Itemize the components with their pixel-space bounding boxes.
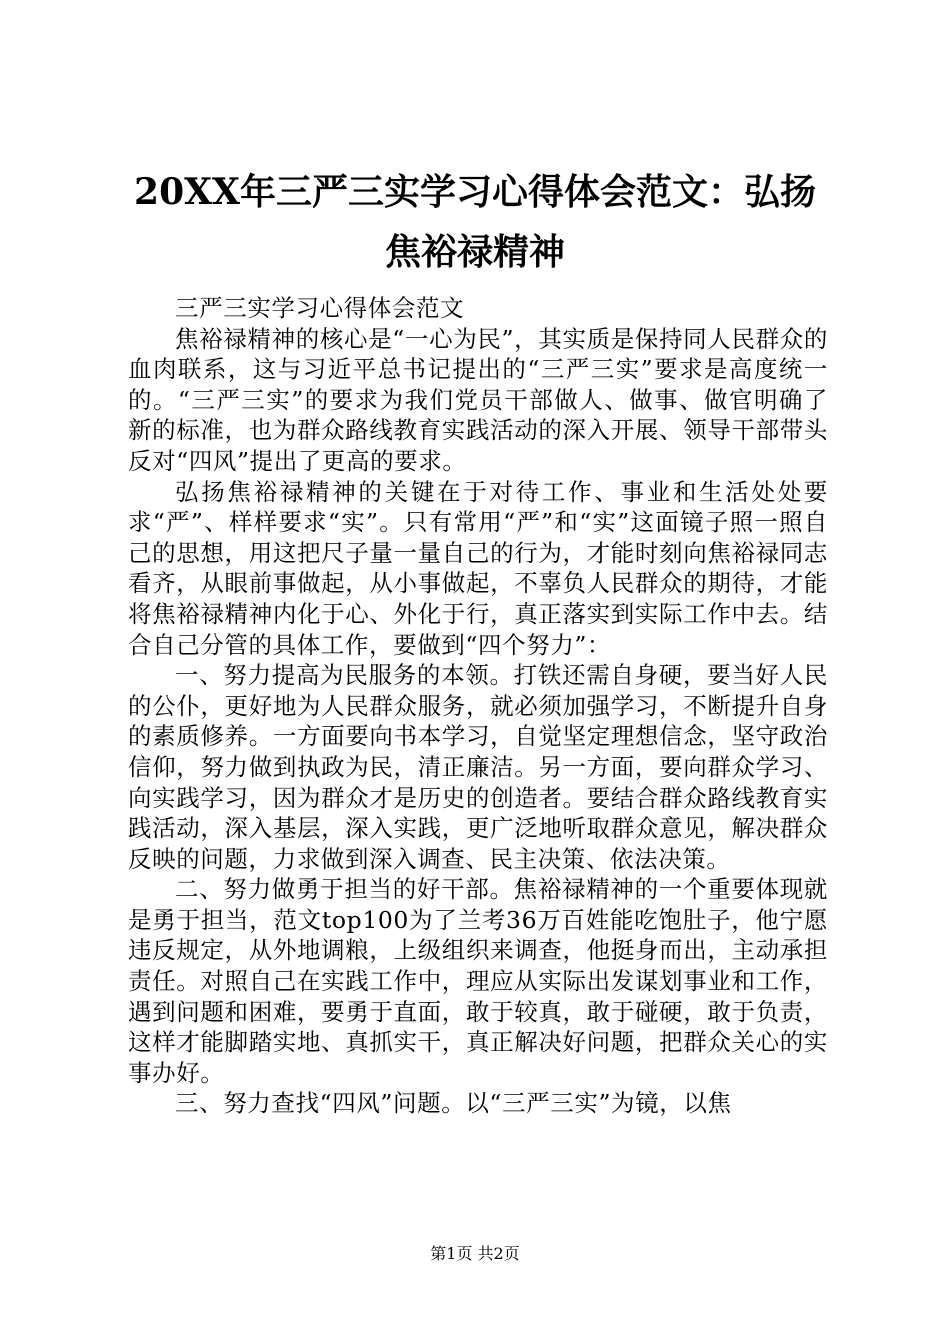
page-footer: 第1页 共2页 bbox=[430, 1244, 520, 1263]
body-paragraph: 一、努力提高为民服务的本领。打铁还需自身硬，要当好人民的公仆，更好地为人民群众服务，就必须加强学习，不断提升自身的素质修养。一方面要向书本学习，自觉坚定理想信念，坚守政治信仰，努力做到执政为民，清正廉洁。另一方面，要向群众学习、向实践学习，因为群众才是历史的创造者。要结合群众路线教育实践活动，深入基层，深入实践，更广泛地听取群众意见，解决群众反映的问题，力求做到深入调查、民主决策、依法决策。 bbox=[128, 661, 828, 873]
document-title: 20XX年三严三实学习心得体会范文：弘扬焦裕禄精神 bbox=[134, 171, 816, 273]
body-paragraph: 弘扬焦裕禄精神的关键在于对待工作、事业和生活处处要求“严”、样样要求“实”。只有常用“严”和“实”这面镜子照一照自己的思想，用这把尺子量一量自己的行为，才能时刻向焦裕禄同志看齐，从眼前事做起，从小事做起，不辜负人民群众的期待，才能将焦裕禄精神内化于心、外化于行，真正落实到实际工作中去。结合自己分管的具体工作，要做到“四个努力”： bbox=[128, 477, 828, 659]
body-paragraph: 三、努力查找“四风”问题。以“三严三实”为镜，以焦 bbox=[175, 1089, 732, 1118]
body-paragraph: 二、努力做勇于担当的好干部。焦裕禄精神的一个重要体现就是勇于担当，范文top100为了兰考36万百姓能吃饱肚子，他宁愿违反规定，从外地调粮，上级组织来调查，他挺身而出，主动承担责任。对照自己在实践工作中，理应从实际出发谋划事业和工作，遇到问题和困难，要勇于直面，敢于较真，敢于碰硬，敢于负责，这样才能脚踏实地、真抓实干，真正解决好问题，把群众关心的实事办好。 bbox=[128, 875, 828, 1087]
body-paragraph: 焦裕禄精神的核心是“一心为民”，其实质是保持同人民群众的血肉联系，这与习近平总书记提出的“三严三实”要求是高度统一的。“三严三实”的要求为我们党员干部做人、做事、做官明确了新的标准，也为群众路线教育实践活动的深入开展、领导干部带头反对“四风”提出了更高的要求。 bbox=[128, 324, 828, 475]
document-body bbox=[128, 293, 828, 1119]
subtitle-paragraph: 三严三实学习心得体会范文 bbox=[175, 294, 465, 322]
